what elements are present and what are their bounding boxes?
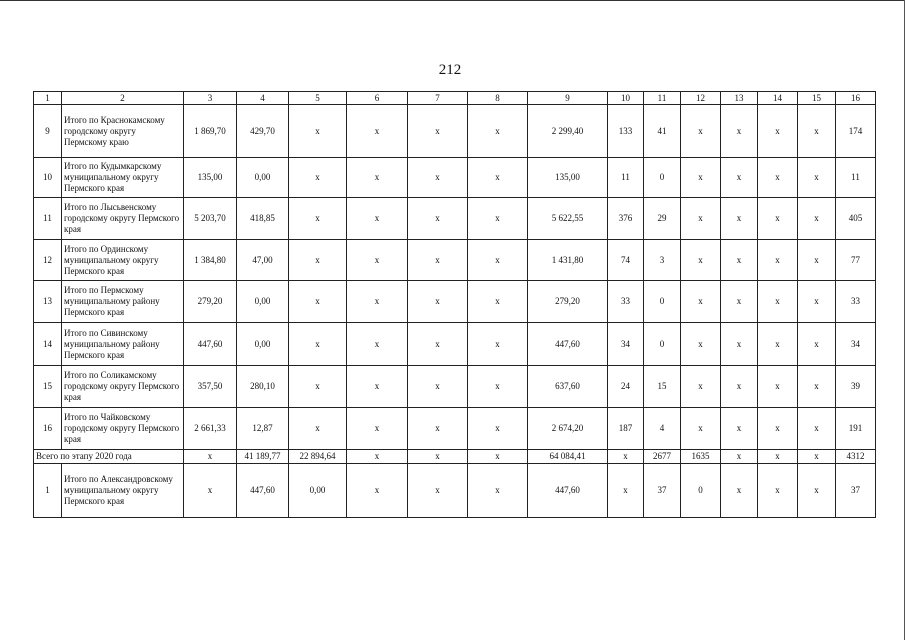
- header-cell: 6: [347, 92, 408, 105]
- cell-c11: 3: [644, 240, 681, 281]
- cell-c10: 33: [608, 281, 644, 323]
- table-body: [34, 92, 876, 518]
- cell-c3: 447,60: [184, 323, 237, 366]
- data-table: [33, 91, 876, 518]
- row-name: Итого по Соликамскому городскому округу Пермского края: [62, 366, 184, 408]
- header-cell: 9: [528, 92, 608, 105]
- cell-c16: 11: [836, 158, 876, 198]
- cell-c4: 12,87: [237, 408, 289, 450]
- cell-c3: 5 203,70: [184, 198, 237, 240]
- cell-c9: 1 431,80: [528, 240, 608, 281]
- header-cell: 12: [681, 92, 721, 105]
- cell-c4: 0,00: [237, 158, 289, 198]
- cell-c10: 24: [608, 366, 644, 408]
- cell-c11: 0: [644, 158, 681, 198]
- row-number: 9: [34, 105, 62, 158]
- header-cell: 10: [608, 92, 644, 105]
- cell-c5: x: [289, 240, 347, 281]
- total-cell-c12: 1635: [681, 450, 721, 464]
- cell-c12: x: [681, 240, 721, 281]
- total-cell-c9: 64 084,41: [528, 450, 608, 464]
- header-cell: 14: [758, 92, 798, 105]
- cell-c8: x: [468, 105, 528, 158]
- total-cell-c11: 2677: [644, 450, 681, 464]
- row-number: 15: [34, 366, 62, 408]
- total-cell-c4: 41 189,77: [237, 450, 289, 464]
- cell-c8: x: [468, 464, 528, 518]
- cell-c6: x: [347, 464, 408, 518]
- row-number: 14: [34, 323, 62, 366]
- cell-c7: x: [408, 408, 468, 450]
- cell-c10: 376: [608, 198, 644, 240]
- cell-c13: x: [721, 323, 758, 366]
- cell-c15: x: [798, 464, 836, 518]
- cell-c10: 133: [608, 105, 644, 158]
- cell-c13: x: [721, 240, 758, 281]
- cell-c4: 0,00: [237, 281, 289, 323]
- table-row: [34, 240, 876, 281]
- cell-c6: x: [347, 323, 408, 366]
- cell-c8: x: [468, 323, 528, 366]
- cell-c3: 1 384,80: [184, 240, 237, 281]
- table-row: [34, 464, 876, 518]
- cell-c4: 47,00: [237, 240, 289, 281]
- cell-c15: x: [798, 323, 836, 366]
- cell-c8: x: [468, 198, 528, 240]
- cell-c14: x: [758, 240, 798, 281]
- cell-c16: 191: [836, 408, 876, 450]
- total-cell-c6: x: [347, 450, 408, 464]
- cell-c9: 447,60: [528, 323, 608, 366]
- row-name: Итого по Пермскому муниципальному району Пермского края: [62, 281, 184, 323]
- cell-c16: 405: [836, 198, 876, 240]
- header-cell: 11: [644, 92, 681, 105]
- cell-c16: 77: [836, 240, 876, 281]
- cell-c14: x: [758, 464, 798, 518]
- cell-c16: 174: [836, 105, 876, 158]
- row-name: Итого по Чайковскому городскому округу Пермского края: [62, 408, 184, 450]
- cell-c9: 637,60: [528, 366, 608, 408]
- total-cell-c8: x: [468, 450, 528, 464]
- cell-c11: 0: [644, 281, 681, 323]
- header-cell: 7: [408, 92, 468, 105]
- row-number: 11: [34, 198, 62, 240]
- row-name: Итого по Кудымкарскому муниципальному округу Пермского края: [62, 158, 184, 198]
- cell-c4: 0,00: [237, 323, 289, 366]
- total-cell-c13: x: [721, 450, 758, 464]
- total-cell-c14: x: [758, 450, 798, 464]
- cell-c8: x: [468, 408, 528, 450]
- header-cell: 16: [836, 92, 876, 105]
- row-number: 16: [34, 408, 62, 450]
- header-cell: 8: [468, 92, 528, 105]
- table-row: [34, 281, 876, 323]
- cell-c11: 0: [644, 323, 681, 366]
- cell-c15: x: [798, 158, 836, 198]
- scan-top-edge: [0, 0, 905, 1]
- header-cell: 4: [237, 92, 289, 105]
- cell-c13: x: [721, 198, 758, 240]
- table-row: [34, 408, 876, 450]
- cell-c12: 0: [681, 464, 721, 518]
- cell-c8: x: [468, 240, 528, 281]
- cell-c16: 39: [836, 366, 876, 408]
- cell-c7: x: [408, 366, 468, 408]
- total-row: [34, 450, 876, 464]
- cell-c13: x: [721, 281, 758, 323]
- cell-c5: x: [289, 408, 347, 450]
- header-cell: 1: [34, 92, 62, 105]
- cell-c7: x: [408, 158, 468, 198]
- cell-c6: x: [347, 198, 408, 240]
- cell-c12: x: [681, 105, 721, 158]
- cell-c10: 187: [608, 408, 644, 450]
- cell-c14: x: [758, 408, 798, 450]
- cell-c5: x: [289, 198, 347, 240]
- cell-c5: x: [289, 366, 347, 408]
- cell-c11: 15: [644, 366, 681, 408]
- row-number: 13: [34, 281, 62, 323]
- row-number: 12: [34, 240, 62, 281]
- cell-c6: x: [347, 408, 408, 450]
- header-cell: 2: [62, 92, 184, 105]
- header-cell: 5: [289, 92, 347, 105]
- cell-c5: x: [289, 105, 347, 158]
- cell-c15: x: [798, 408, 836, 450]
- cell-c7: x: [408, 198, 468, 240]
- row-name: Итого по Краснокамскому городскому округу Пермскому краю: [62, 105, 184, 158]
- cell-c3: 2 661,33: [184, 408, 237, 450]
- cell-c13: x: [721, 464, 758, 518]
- cell-c13: x: [721, 105, 758, 158]
- cell-c14: x: [758, 158, 798, 198]
- header-cell: 15: [798, 92, 836, 105]
- cell-c10: 34: [608, 323, 644, 366]
- table-header-row: [34, 92, 876, 105]
- cell-c9: 2 674,20: [528, 408, 608, 450]
- cell-c6: x: [347, 281, 408, 323]
- row-name: Итого по Лысьвенскому городскому округу Пермского края: [62, 198, 184, 240]
- total-cell-c3: x: [184, 450, 237, 464]
- cell-c13: x: [721, 408, 758, 450]
- cell-c3: x: [184, 464, 237, 518]
- cell-c14: x: [758, 323, 798, 366]
- cell-c7: x: [408, 464, 468, 518]
- row-number: 1: [34, 464, 62, 518]
- cell-c6: x: [347, 240, 408, 281]
- cell-c16: 33: [836, 281, 876, 323]
- total-cell-c7: x: [408, 450, 468, 464]
- cell-c12: x: [681, 366, 721, 408]
- cell-c10: 11: [608, 158, 644, 198]
- row-name: Итого по Ординскому муниципальному округу Пермского края: [62, 240, 184, 281]
- cell-c5: 0,00: [289, 464, 347, 518]
- header-cell: 13: [721, 92, 758, 105]
- cell-c15: x: [798, 198, 836, 240]
- cell-c4: 429,70: [237, 105, 289, 158]
- cell-c12: x: [681, 323, 721, 366]
- cell-c4: 447,60: [237, 464, 289, 518]
- cell-c11: 4: [644, 408, 681, 450]
- row-name: Итого по Сивинскому муниципальному району Пермского края: [62, 323, 184, 366]
- cell-c12: x: [681, 158, 721, 198]
- cell-c3: 135,00: [184, 158, 237, 198]
- cell-c11: 29: [644, 198, 681, 240]
- table-row: [34, 158, 876, 198]
- cell-c12: x: [681, 281, 721, 323]
- total-cell-c5: 22 894,64: [289, 450, 347, 464]
- cell-c13: x: [721, 366, 758, 408]
- cell-c9: 2 299,40: [528, 105, 608, 158]
- table-row: [34, 323, 876, 366]
- cell-c14: x: [758, 281, 798, 323]
- cell-c10: x: [608, 464, 644, 518]
- table-row: [34, 105, 876, 158]
- cell-c4: 418,85: [237, 198, 289, 240]
- page-number: 212: [438, 62, 462, 78]
- cell-c5: x: [289, 158, 347, 198]
- total-cell-c16: 4312: [836, 450, 876, 464]
- cell-c8: x: [468, 281, 528, 323]
- cell-c6: x: [347, 105, 408, 158]
- cell-c15: x: [798, 281, 836, 323]
- row-number: 10: [34, 158, 62, 198]
- table-row: [34, 366, 876, 408]
- cell-c11: 41: [644, 105, 681, 158]
- cell-c7: x: [408, 240, 468, 281]
- cell-c16: 37: [836, 464, 876, 518]
- cell-c16: 34: [836, 323, 876, 366]
- cell-c3: 357,50: [184, 366, 237, 408]
- cell-c3: 279,20: [184, 281, 237, 323]
- cell-c15: x: [798, 366, 836, 408]
- cell-c8: x: [468, 158, 528, 198]
- cell-c4: 280,10: [237, 366, 289, 408]
- cell-c6: x: [347, 366, 408, 408]
- cell-c3: 1 869,70: [184, 105, 237, 158]
- cell-c15: x: [798, 240, 836, 281]
- row-name: Итого по Александровскому муниципальному округу Пермского края: [62, 464, 184, 518]
- total-label: Всего по этапу 2020 года: [34, 450, 184, 464]
- cell-c9: 135,00: [528, 158, 608, 198]
- total-cell-c10: x: [608, 450, 644, 464]
- cell-c7: x: [408, 323, 468, 366]
- cell-c12: x: [681, 198, 721, 240]
- cell-c14: x: [758, 105, 798, 158]
- cell-c13: x: [721, 158, 758, 198]
- table-row: [34, 198, 876, 240]
- cell-c5: x: [289, 281, 347, 323]
- cell-c9: 447,60: [528, 464, 608, 518]
- cell-c10: 74: [608, 240, 644, 281]
- cell-c15: x: [798, 105, 836, 158]
- cell-c5: x: [289, 323, 347, 366]
- cell-c14: x: [758, 366, 798, 408]
- cell-c7: x: [408, 281, 468, 323]
- header-cell: 3: [184, 92, 237, 105]
- cell-c11: 37: [644, 464, 681, 518]
- total-cell-c15: x: [798, 450, 836, 464]
- cell-c14: x: [758, 198, 798, 240]
- cell-c8: x: [468, 366, 528, 408]
- cell-c7: x: [408, 105, 468, 158]
- cell-c9: 5 622,55: [528, 198, 608, 240]
- cell-c6: x: [347, 158, 408, 198]
- cell-c9: 279,20: [528, 281, 608, 323]
- cell-c12: x: [681, 408, 721, 450]
